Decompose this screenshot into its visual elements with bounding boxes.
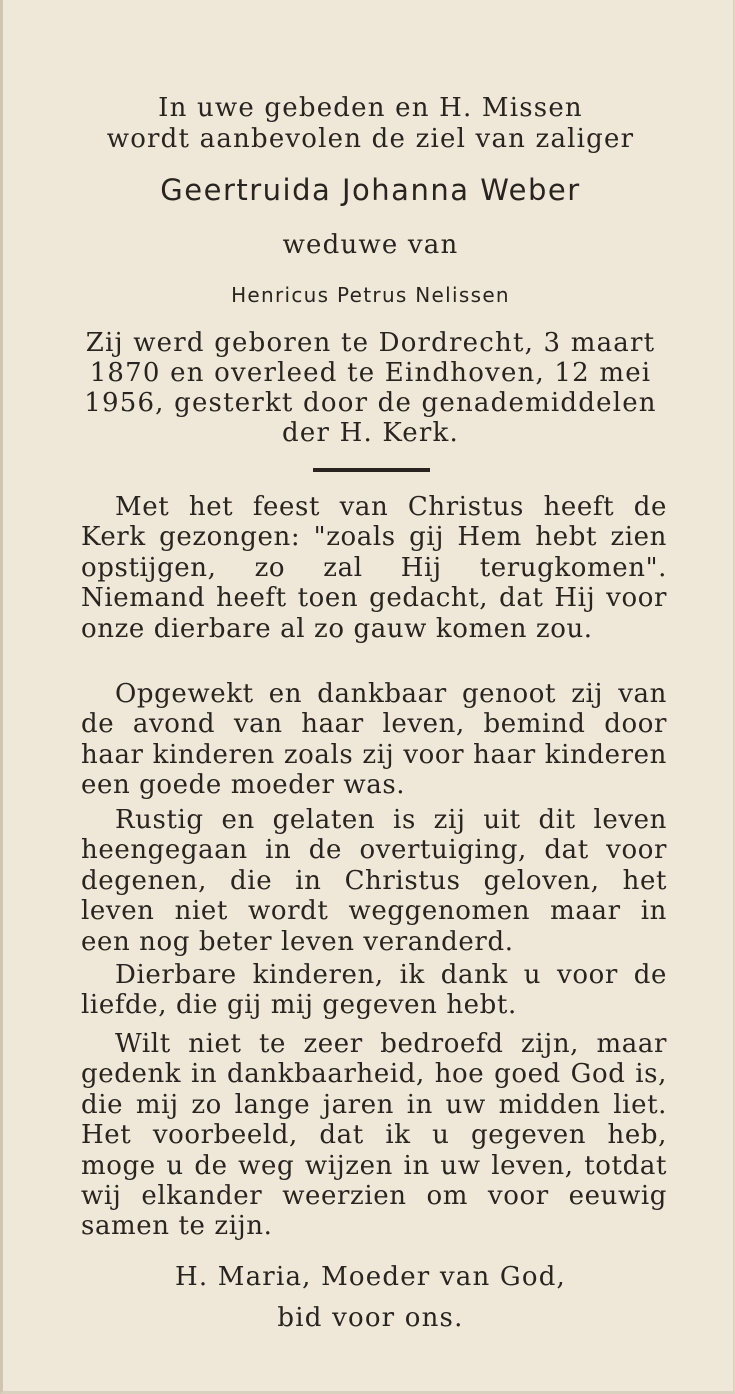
intro-line-2: wordt aanbevolen de ziel van zaliger — [106, 124, 635, 154]
husband-name: Henricus Petrus Nelissen — [231, 283, 510, 307]
body-paragraph-5: Wilt niet te zeer bedroefd zijn, maar gedenk in dankbaarheid, hoe goed God is, die mij zo lange jaren in uw midden liet. Het voorbeeld, dat ik u gegeven heb, moge u de weg wijzen in uw leven, totdat wij elkander weerzien om voor eeuwig samen te zijn. — [81, 1029, 667, 1242]
body-paragraph-2: Opgewekt en dankbaar genoot zij van de avond van haar leven, bemind door haar kinderen zoals zij voor haar kinderen een goede moeder was. — [81, 679, 667, 801]
body-paragraph-3: Rustig en gelaten is zij uit dit leven heengegaan in de overtuiging, dat voor degenen, die in Christus geloven, het leven niet wordt weggenomen maar in een nog beter leven veranderd. — [81, 805, 667, 957]
birth-death-line-1: Zij werd geboren te Dordrecht, 3 maart — [85, 328, 656, 358]
deceased-name: Geertruida Johanna Weber — [160, 173, 581, 207]
birth-death-line-4: der H. Kerk. — [282, 418, 459, 448]
prayer-line-1: H. Maria, Moeder van God, — [174, 1262, 567, 1292]
body-paragraph-4: Dierbare kinderen, ik dank u voor de liefde, die gij mij gegeven hebt. — [81, 960, 667, 1021]
birth-death-line-3: 1956, gesterkt door de genademiddelen — [84, 388, 657, 418]
intro-line-1: In uwe gebeden en H. Missen — [158, 93, 583, 123]
prayer-line-2: bid voor ons. — [277, 1303, 464, 1333]
body-paragraph-1: Met het feest van Christus heeft de Kerk gezongen: "zoals gij Hem hebt zien opstijgen, zo zal Hij terugkomen". Niemand heeft toen gedacht, dat Hij voor onze dierbare al zo gauw komen zou. — [81, 492, 667, 644]
birth-death-line-2: 1870 en overleed te Eindhoven, 12 mei — [89, 358, 652, 388]
widow-of-label: weduwe van — [282, 230, 459, 260]
divider-rule — [313, 468, 430, 472]
